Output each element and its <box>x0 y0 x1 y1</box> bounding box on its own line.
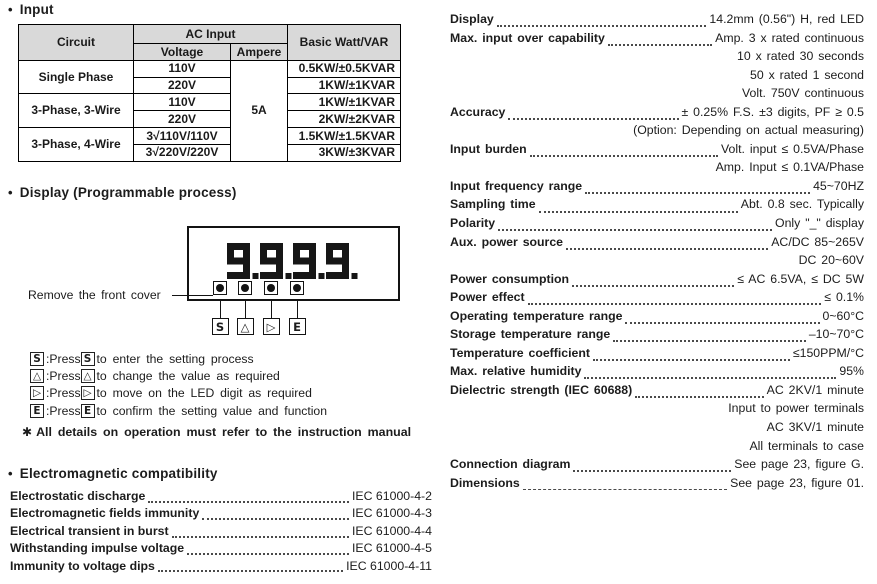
dotted-leader <box>498 229 772 231</box>
watt-var-cell: 1KW/±1KVAR <box>288 94 401 111</box>
dotted-leader <box>573 470 731 472</box>
spec-continuation: DC 20~60V <box>798 253 864 268</box>
bullet-icon: • <box>8 2 13 17</box>
operation-note: ✱ All details on operation must refer to the instruction manual <box>22 424 412 439</box>
dotted-leader <box>187 553 349 555</box>
dotted-leader <box>148 501 349 503</box>
circuit-cell: 3-Phase, 4-Wire <box>19 127 134 161</box>
panel-button-icon <box>213 281 227 295</box>
pointer-line <box>172 295 213 297</box>
spec-row: Accuracy ± 0.25% F.S. ±3 digits, PF ≥ 0.5 <box>450 104 864 119</box>
watt-var-cell: 1.5KW/±1.5KVAR <box>288 127 401 144</box>
col-header-voltage: Voltage <box>134 44 231 61</box>
voltage-cell: 220V <box>134 111 231 128</box>
spec-row: Max. relative humidity 95% <box>450 364 864 379</box>
spec-continuation: 50 x rated 1 second <box>749 67 864 82</box>
spec-row: Operating temperature range 0~60°C <box>450 308 864 323</box>
emc-row: Withstanding impulse voltage IEC 61000-4-5 <box>10 541 432 556</box>
circuit-cell: 3-Phase, 3-Wire <box>19 94 134 128</box>
dotted-leader <box>585 192 810 194</box>
dotted-leader <box>625 322 819 324</box>
specifications-column <box>450 12 864 494</box>
key-right-label: ▷ <box>263 318 280 335</box>
connector-line <box>297 301 299 318</box>
spec-row: Max. input over capability Amp. 3 x rated continuous <box>450 30 864 45</box>
spec-row: Dimensions See page 23, figure 01. <box>450 475 864 490</box>
voltage-cell: 220V <box>134 77 231 94</box>
col-header-circuit: Circuit <box>19 25 134 61</box>
emc-section-title: Electromagnetic compatibility <box>19 466 218 481</box>
spec-continuation: Amp. Input ≤ 0.1VA/Phase <box>715 160 864 175</box>
spec-row: Dielectric strength (IEC 60688) AC 2KV/1 minute <box>450 382 864 397</box>
spec-row: Input frequency range 45~70HZ <box>450 178 864 193</box>
spec-row: Power effect ≤ 0.1% <box>450 290 864 305</box>
emc-list <box>10 489 432 576</box>
connector-line <box>220 301 222 318</box>
asterisk-icon: ✱ <box>22 424 33 439</box>
dotted-leader <box>608 44 712 46</box>
dotted-leader <box>497 25 707 27</box>
voltage-cell: 110V <box>134 60 231 77</box>
dashed-leader <box>523 489 727 490</box>
instruction-line: E :Press E to confirm the setting value and function <box>30 402 434 419</box>
col-header-watt-var: Basic Watt/VAR <box>288 25 401 61</box>
panel-button-icon <box>290 281 304 295</box>
instruction-line: △ :Press △ to change the value as required <box>30 367 434 384</box>
key-right-icon: ▷ <box>30 386 44 400</box>
bullet-icon: • <box>8 185 13 200</box>
dotted-leader <box>202 518 349 520</box>
table-row <box>19 127 401 144</box>
dotted-leader <box>528 303 822 305</box>
dotted-leader <box>593 359 790 361</box>
voltage-cell: 3√220V/220V <box>134 144 231 161</box>
emc-section-heading <box>8 466 218 481</box>
dotted-leader <box>530 155 718 157</box>
key-instructions <box>22 350 434 439</box>
spec-row: Display 14.2mm (0.56") H, red LED <box>450 12 864 26</box>
dotted-leader <box>172 536 349 538</box>
key-e-icon: E <box>30 404 44 418</box>
spec-row: Power consumption ≤ AC 6.5VA, ≤ DC 5W <box>450 271 864 286</box>
spec-continuation: Volt. 750V continuous <box>742 86 864 101</box>
input-section-heading <box>8 2 54 17</box>
meter-front-panel <box>187 226 400 301</box>
panel-button-icon <box>264 281 278 295</box>
input-section-title: Input <box>19 2 54 17</box>
remove-front-cover-label: Remove the front cover <box>28 288 161 302</box>
dotted-leader <box>158 570 343 572</box>
connector-line <box>271 301 273 318</box>
bullet-icon: • <box>8 466 13 481</box>
key-right-icon: ▷ <box>81 386 95 400</box>
display-illustration <box>8 220 434 342</box>
dotted-leader <box>539 211 738 213</box>
spec-row: Connection diagram See page 23, figure G. <box>450 457 864 472</box>
dotted-leader <box>572 285 734 287</box>
key-s-icon: S <box>81 352 95 366</box>
spec-row: Sampling time Abt. 0.8 sec. Typically <box>450 197 864 212</box>
watt-var-cell: 1KW/±1KVAR <box>288 77 401 94</box>
input-table <box>18 24 401 162</box>
instruction-line: S :Press S to enter the setting process <box>30 350 434 367</box>
key-up-icon: △ <box>81 369 95 383</box>
emc-row: Electromagnetic fields immunity IEC 61000-4-3 <box>10 506 432 521</box>
key-up-icon: △ <box>30 369 44 383</box>
key-s-label: S <box>212 318 229 335</box>
ampere-cell: 5A <box>231 60 288 161</box>
spec-continuation: (Option: Depending on actual measuring) <box>633 123 864 138</box>
key-s-icon: S <box>30 352 44 366</box>
table-row <box>19 60 401 77</box>
dotted-leader <box>635 396 763 398</box>
instruction-line: ▷ :Press ▷ to move on the LED digit as required <box>30 385 434 402</box>
connector-line <box>245 301 247 318</box>
panel-button-icon <box>238 281 252 295</box>
emc-row: Electrostatic discharge IEC 61000-4-2 <box>10 489 432 503</box>
spec-row: Storage temperature range –10~70°C <box>450 327 864 342</box>
watt-var-cell: 0.5KW/±0.5KVAR <box>288 60 401 77</box>
spec-continuation: Input to power terminals <box>728 401 864 416</box>
spec-row: Aux. power source AC/DC 85~265V <box>450 234 864 249</box>
col-header-ampere: Ampere <box>231 44 288 61</box>
spec-continuation: AC 3KV/1 minute <box>766 420 864 435</box>
emc-row: Immunity to voltage dips IEC 61000-4-11 <box>10 558 432 573</box>
spec-row: Temperature coefficient ≤150PPM/°C <box>450 345 864 360</box>
display-section-heading <box>8 185 237 200</box>
dotted-leader <box>566 248 768 250</box>
col-header-ac-input: AC Input <box>134 25 288 44</box>
spec-continuation: All terminals to case <box>749 438 864 453</box>
watt-var-cell: 3KW/±3KVAR <box>288 144 401 161</box>
watt-var-cell: 2KW/±2KVAR <box>288 111 401 128</box>
key-up-label: △ <box>237 318 254 335</box>
spec-row: Input burden Volt. input ≤ 0.5VA/Phase <box>450 141 864 156</box>
key-e-icon: E <box>81 404 95 418</box>
circuit-cell: Single Phase <box>19 60 134 94</box>
spec-continuation: 10 x rated 30 seconds <box>737 49 864 64</box>
left-column <box>8 2 438 582</box>
key-e-label: E <box>289 318 306 335</box>
voltage-cell: 110V <box>134 94 231 111</box>
dotted-leader <box>613 340 806 342</box>
emc-row: Electrical transient in burst IEC 61000-4-4 <box>10 523 432 538</box>
dotted-leader <box>508 118 678 120</box>
table-row <box>19 94 401 111</box>
spec-row: Polarity Only "_" display <box>450 216 864 231</box>
display-section-title: Display (Programmable process) <box>19 185 237 200</box>
seven-segment-display <box>227 243 362 281</box>
voltage-cell: 3√110V/110V <box>134 127 231 144</box>
dotted-leader <box>584 377 836 379</box>
